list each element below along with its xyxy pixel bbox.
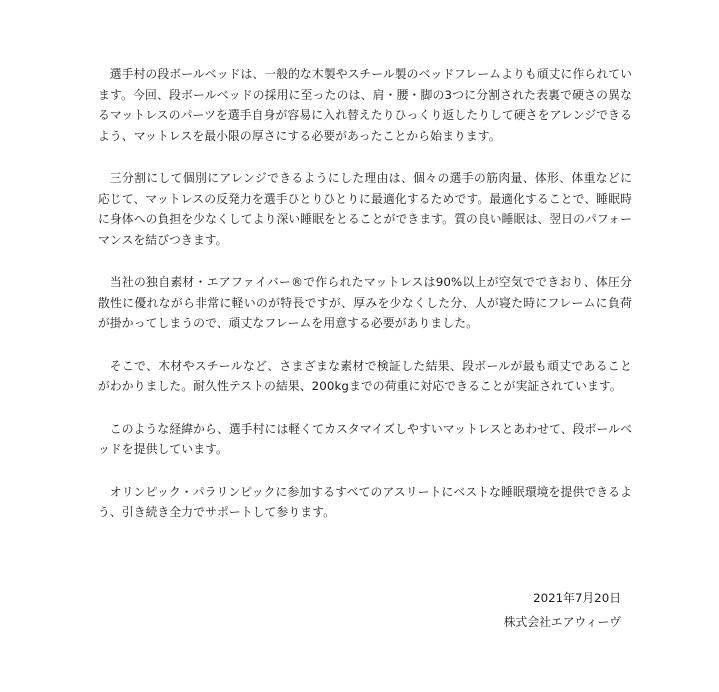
paragraph-2: 三分割にして個別にアレンジできるようにした理由は、個々の選手の筋肉量、体形、体重などに応じて、マットレスの反発力を選手ひとりひとりに最適化するためです。最適化することで、睡眠時に身体への負担を少なくしてより深い睡眠をとることができます。質の良い睡眠は、翌日のパフォーマンスを結びつきます。: [98, 171, 632, 247]
paragraph-6: オリンピック・パラリンピックに参加するすべてのアスリートにベストな睡眠環境を提供できるよう、引き続き全力でサポートして参ります。: [98, 484, 632, 519]
paragraph-3: 当社の独自素材・エアファイバー®で作られたマットレスは90%以上が空気でできおり、体圧分散性に優れながら非常に軽いのが特長ですが、厚みを少なくした分、人が寝た時にフレームに負荷が掛かってしまうので、頑丈なフレームを用意する必要がありました。: [98, 275, 632, 330]
signature-date: 2021年7月20日: [533, 591, 621, 605]
paragraph-4: そこで、木材やスチールなど、さまざまな素材で検証した結果、段ボールが最も頑丈であることがわかりました。耐久性テストの結果、200kgまでの荷重に対応できることが実証されています。: [98, 358, 632, 393]
statement-body: [98, 64, 632, 545]
signature-company: 株式会社エアウィーヴ: [503, 615, 621, 629]
paragraph-1: 選手村の段ボールベッドは、一般的な木製やスチール製のベッドフレームよりも頑丈に作られています。今回、段ボールベッドの採用に至ったのは、肩・腰・脚の3つに分割された表裏で硬さの異なるマットレスのパーツを選手自身が容易に入れ替えたりひっくり返したりして硬さをアレンジできるよう、マットレスを最小限の厚さにする必要があったことから始まります。: [98, 67, 632, 143]
paragraph-5: このような経緯から、選手村には軽くてカスタマイズしやすいマットレスとあわせて、段ボールベッドを提供しています。: [98, 421, 632, 456]
signature-block: [504, 586, 621, 634]
